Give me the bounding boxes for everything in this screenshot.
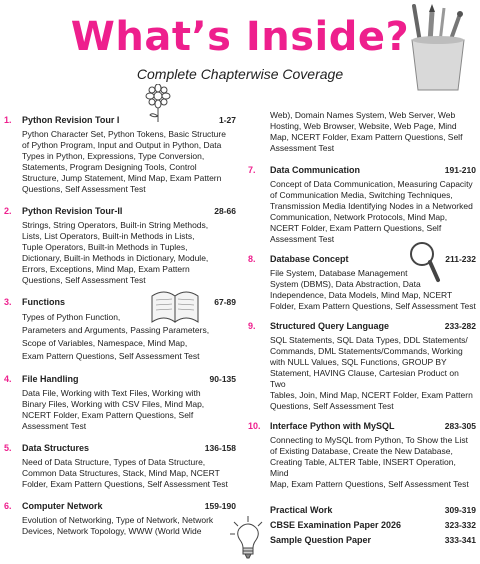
extra-entry bbox=[270, 504, 476, 516]
chapter-number: 10. bbox=[248, 421, 261, 431]
chapter-entry bbox=[248, 320, 476, 412]
chapter-topics bbox=[270, 179, 476, 245]
chapter-number: 2. bbox=[4, 206, 12, 216]
chapter-title: Computer Network bbox=[22, 501, 103, 511]
topic-line: Map, Exam Pattern Questions, Self Assessment Test bbox=[270, 479, 469, 489]
chapter-topics bbox=[270, 435, 476, 490]
topic-line: Data File, Working with Text Files, Working with bbox=[22, 388, 201, 398]
chapter-number: 5. bbox=[4, 443, 12, 453]
chapter-pages: 159-190 bbox=[204, 501, 236, 511]
chapter-topics bbox=[22, 388, 236, 432]
chapter-title: Data Communication bbox=[270, 165, 361, 175]
topic-line: Tuple Operators, Built-in Methods in Tuples, bbox=[22, 242, 188, 252]
chapter-entry bbox=[4, 205, 236, 286]
chapter-entry bbox=[4, 500, 236, 537]
topic-line: Common Data Structures, Stack, Mind Map, NCERT bbox=[22, 468, 220, 478]
page-subtitle: Complete Chapterwise Coverage bbox=[136, 66, 344, 82]
extra-pages: 333-341 bbox=[444, 535, 476, 545]
topic-line: of Python Program, Input and Output in Python, Data bbox=[22, 140, 222, 150]
extra-title: CBSE Examination Paper 2026 bbox=[270, 520, 402, 530]
chapter-topics bbox=[270, 268, 476, 312]
chapter-pages: 90-135 bbox=[209, 374, 236, 384]
chapter-topics bbox=[22, 220, 236, 286]
chapter-title: Interface Python with MySQL bbox=[270, 421, 395, 431]
topic-line: Assessment Test bbox=[270, 234, 335, 244]
topic-line: Questions, Self Assessment Test bbox=[22, 184, 146, 194]
chapter-title: Structured Query Language bbox=[270, 321, 390, 331]
topic-line: Devices, Network Topology, WWW (World Wide bbox=[22, 526, 202, 536]
chapter-title: Data Structures bbox=[22, 443, 90, 453]
chapter-title: Functions bbox=[22, 297, 65, 307]
right-column bbox=[248, 110, 476, 546]
topic-line: Questions, Self Assessment Test bbox=[22, 275, 146, 285]
chapter-number: 8. bbox=[248, 254, 256, 264]
chapter-pages: 191-210 bbox=[444, 165, 476, 175]
chapter-number: 7. bbox=[248, 165, 256, 175]
chapter-entry bbox=[4, 296, 236, 363]
chapter-number: 3. bbox=[4, 297, 12, 307]
chapter-entry bbox=[4, 114, 236, 195]
topic-line: File System, Database Management bbox=[270, 268, 408, 278]
topic-line: Web), Domain Names System, Web Server, Web bbox=[270, 110, 456, 120]
topic-line: Assessment Test bbox=[270, 143, 335, 153]
extra-title: Practical Work bbox=[270, 505, 333, 515]
extra-entry bbox=[270, 519, 476, 531]
topic-line: Types in Python, Expressions, Type Conversion, bbox=[22, 151, 205, 161]
topic-line: Evolution of Networking, Type of Network, Network bbox=[22, 515, 214, 525]
page-title: What’s Inside? bbox=[70, 14, 410, 60]
topic-line: Commands, DML Statements/Commands, Working bbox=[270, 346, 463, 356]
topic-line: Parameters and Arguments, Passing Parameters, bbox=[22, 325, 210, 335]
topic-line: Questions, Self Assessment Test bbox=[270, 401, 394, 411]
topic-line: Folder, Exam Pattern Questions, Self Assessment Test bbox=[22, 479, 228, 489]
chapter-title: File Handling bbox=[22, 374, 79, 384]
chapter-entry bbox=[248, 420, 476, 490]
chapter-number: 1. bbox=[4, 115, 12, 125]
topic-line: SQL Statements, SQL Data Types, DDL Statements/ bbox=[270, 335, 468, 345]
topic-line: NCERT Folder, Exam Pattern Questions, Self bbox=[270, 223, 442, 233]
extra-pages: 323-332 bbox=[444, 520, 476, 530]
chapter-entry bbox=[4, 373, 236, 432]
pencil-cup-icon bbox=[404, 2, 474, 94]
topic-line: Tables, Join, Mind Map, NCERT Folder, Exam Pattern bbox=[270, 390, 473, 400]
topic-line: Scope of Variables, Namespace, Mind Map, bbox=[22, 338, 188, 348]
topic-line: Statements, Program Designing Tools, Control bbox=[22, 162, 197, 172]
chapter-pages: 67-89 bbox=[214, 297, 236, 307]
chapter-entry bbox=[4, 442, 236, 490]
topic-line: Errors, Exceptions, Mind Map, Exam Pattern bbox=[22, 264, 190, 274]
chapter-pages: 1-27 bbox=[218, 115, 236, 125]
left-column bbox=[4, 110, 236, 537]
topic-line: NCERT Folder, Exam Pattern Questions, Self bbox=[22, 410, 194, 420]
topic-line: Structure, Jump Statement, Mind Map, Exam Pattern bbox=[22, 173, 222, 183]
topic-line: Binary Files, Working with CSV Files, Mind Map, bbox=[22, 399, 205, 409]
topic-line: System (DBMS), Data Abstraction, Data bbox=[270, 279, 421, 289]
chapter-entry bbox=[248, 253, 476, 312]
chapter-topics bbox=[22, 515, 236, 537]
chapter-number: 4. bbox=[4, 374, 12, 384]
topic-line: Independence, Data Models, Mind Map, NCERT bbox=[270, 290, 453, 300]
topic-line: Map, NCERT Folder, Exam Pattern Questions, Self bbox=[270, 132, 463, 142]
topic-line: Strings, String Operators, Built-in String Methods, bbox=[22, 220, 209, 230]
topic-line: Statement, HAVING Clause, Cartesian Product on Two bbox=[270, 368, 459, 389]
topic-line: Hosting, Web Browser, Website, Web Page, Mind bbox=[270, 121, 457, 131]
extra-entry bbox=[270, 534, 476, 546]
topic-line: Assessment Test bbox=[22, 421, 87, 431]
topic-line: Python Character Set, Python Tokens, Basic Structure bbox=[22, 129, 226, 139]
extras-list bbox=[248, 504, 476, 546]
chapter-pages: 211-232 bbox=[445, 254, 476, 264]
topic-line: Folder, Exam Pattern Questions, Self Assessment Test bbox=[270, 301, 476, 311]
topic-line: Types of Python Function, bbox=[22, 312, 121, 322]
extra-title: Sample Question Paper bbox=[270, 535, 372, 545]
topic-line: Creating Table, ALTER Table, INSERT Operation, Mind bbox=[270, 457, 456, 478]
chapter-topics bbox=[22, 129, 236, 195]
topic-line: Connecting to MySQL from Python, To Show the List bbox=[270, 435, 468, 445]
chapter-pages: 283-305 bbox=[444, 421, 476, 431]
chapter-number: 6. bbox=[4, 501, 12, 511]
chapter-topics bbox=[22, 311, 236, 363]
extra-pages: 309-319 bbox=[444, 505, 476, 515]
topic-line: Concept of Data Communication, Measuring Capacity bbox=[270, 179, 473, 189]
chapter-pages: 136-158 bbox=[204, 443, 236, 453]
chapter-title: Database Concept bbox=[270, 254, 349, 264]
topic-line: with NULL Values, SQL Functions, GROUP BY bbox=[270, 357, 447, 367]
topic-line: Communication, Network Protocols, Mind Map, bbox=[270, 212, 448, 222]
chapter-number: 9. bbox=[248, 321, 256, 331]
chapter-topics-continued bbox=[270, 110, 476, 154]
chapter-title: Python Revision Tour I bbox=[22, 115, 120, 125]
topic-line: Transmission Media Identifying Nodes in a Networked bbox=[270, 201, 473, 211]
topic-line: Need of Data Structure, Types of Data Structure, bbox=[22, 457, 206, 467]
chapter-title: Python Revision Tour-II bbox=[22, 206, 123, 216]
topic-line: Exam Pattern Questions, Self Assessment Test bbox=[22, 351, 200, 361]
topic-line: of Existing Database, Create the New Database, bbox=[270, 446, 453, 456]
chapter-pages: 28-66 bbox=[214, 206, 236, 216]
topic-line: of Communication Media, Switching Techniques, bbox=[270, 190, 453, 200]
chapter-entry bbox=[248, 164, 476, 245]
topic-line: Lists, List Operators, Built-in Methods in Lists, bbox=[22, 231, 195, 241]
chapter-topics bbox=[270, 335, 476, 412]
topic-line: Dictionary, Built-in Methods in Dictionary, Module, bbox=[22, 253, 209, 263]
chapter-topics bbox=[22, 457, 236, 490]
chapter-pages: 233-282 bbox=[444, 321, 476, 331]
